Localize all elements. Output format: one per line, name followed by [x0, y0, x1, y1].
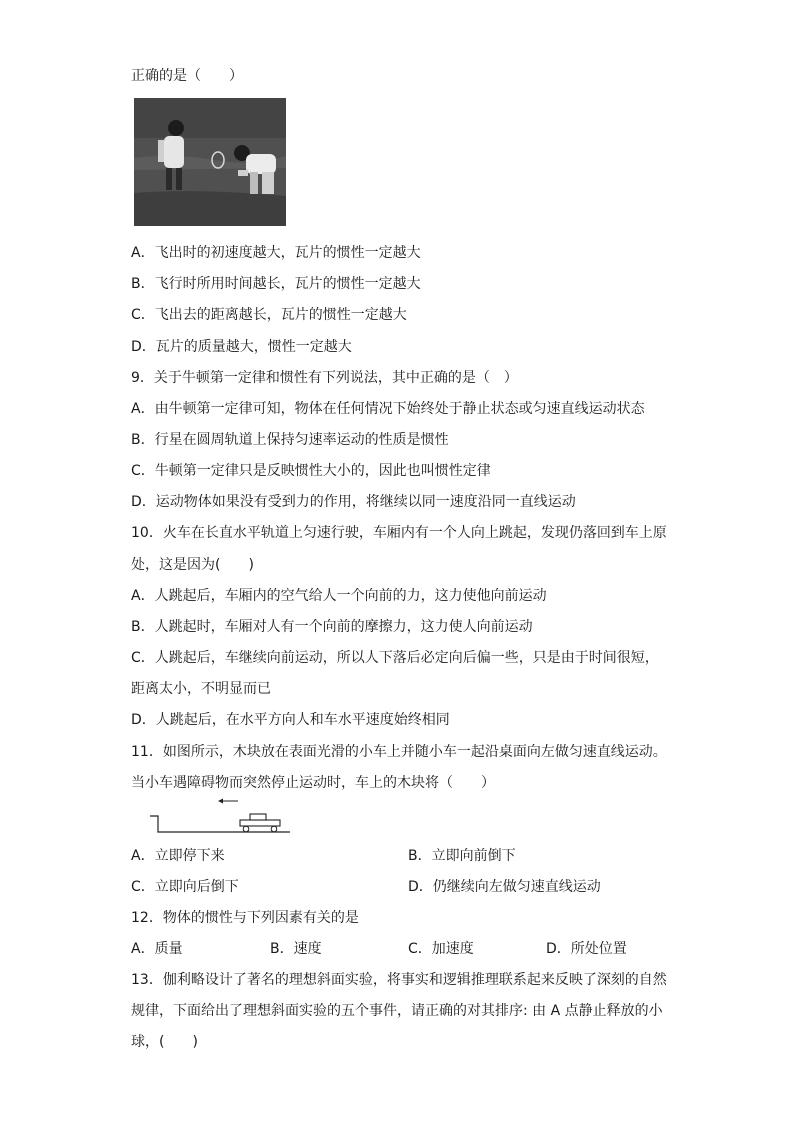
q8-stem-tail: 正确的是（ ） [131, 68, 243, 84]
stone-skipping-photo [134, 98, 286, 226]
q11-stem-line1: 11．如图所示，木块放在表面光滑的小车上并随小车一起沿桌面向左做匀速直线运动。 [131, 744, 667, 760]
q10-stem-line1: 10．火车在长直水平轨道上匀速行驶，车厢内有一个人向上跳起，发现仍落回到车上原 [131, 525, 667, 541]
q13-stem-line2: 规律，下面给出了理想斜面实验的五个事件，请正确的对其排序: 由 A 点静止释放的小 [131, 1003, 663, 1019]
q13-stem-line3: 球，( ) [131, 1034, 198, 1050]
q12-option-d: D．所处位置 [546, 941, 627, 957]
q12-option-c: C．加速度 [408, 941, 474, 957]
q10-option-b: B．人跳起时，车厢对人有一个向前的摩擦力，这力使人向前运动 [131, 619, 533, 635]
q9-option-b: B．行星在圆周轨道上保持匀速率运动的性质是惯性 [131, 432, 449, 448]
q10-stem-line2: 处，这是因为( ) [131, 557, 254, 573]
q10-option-c: C．人跳起后，车继续向前运动，所以人下落后必定向后偏一些，只是由于时间很短， [131, 650, 659, 666]
q10-option-d: D．人跳起后，在水平方向人和车水平速度始终相同 [131, 712, 450, 728]
q8-option-d: D．瓦片的质量越大，惯性一定越大 [131, 339, 352, 355]
q11-option-b: B．立即向前倒下 [408, 848, 516, 864]
q12-option-a: A．质量 [131, 941, 183, 957]
q13-stem-line1: 13．伽利略设计了著名的理想斜面实验，将事实和逻辑推理联系起来反映了深刻的自然 [131, 972, 667, 988]
q9-option-d: D．运动物体如果没有受到力的作用，将继续以同一速度沿同一直线运动 [131, 494, 576, 510]
q9-option-c: C．牛顿第一定律只是反映惯性大小的，因此也叫惯性定律 [131, 463, 491, 479]
q11-option-c: C．立即向后倒下 [131, 879, 239, 895]
cart-block-diagram [150, 798, 290, 838]
q11-option-a: A．立即停下来 [131, 848, 225, 864]
q10-option-c-cont: 距离太小，不明显而已 [131, 681, 271, 697]
q12-stem: 12．物体的惯性与下列因素有关的是 [131, 910, 359, 926]
q9-option-a: A．由牛顿第一定律可知，物体在任何情况下始终处于静止状态或匀速直线运动状态 [131, 401, 645, 417]
q12-option-b: B．速度 [270, 941, 322, 957]
q11-option-d: D．仍继续向左做匀速直线运动 [408, 879, 601, 895]
q8-option-b: B．飞行时所用时间越长，瓦片的惯性一定越大 [131, 276, 421, 292]
q8-option-c: C．飞出去的距离越长，瓦片的惯性一定越大 [131, 307, 407, 323]
q10-option-a: A．人跳起后，车厢内的空气给人一个向前的力，这力使他向前运动 [131, 588, 547, 604]
q8-option-a: A．飞出时的初速度越大，瓦片的惯性一定越大 [131, 245, 421, 261]
q9-stem: 9．关于牛顿第一定律和惯性有下列说法，其中正确的是（ ） [131, 370, 518, 386]
q11-stem-line2: 当小车遇障碍物而突然停止运动时，车上的木块将（ ） [131, 775, 495, 791]
